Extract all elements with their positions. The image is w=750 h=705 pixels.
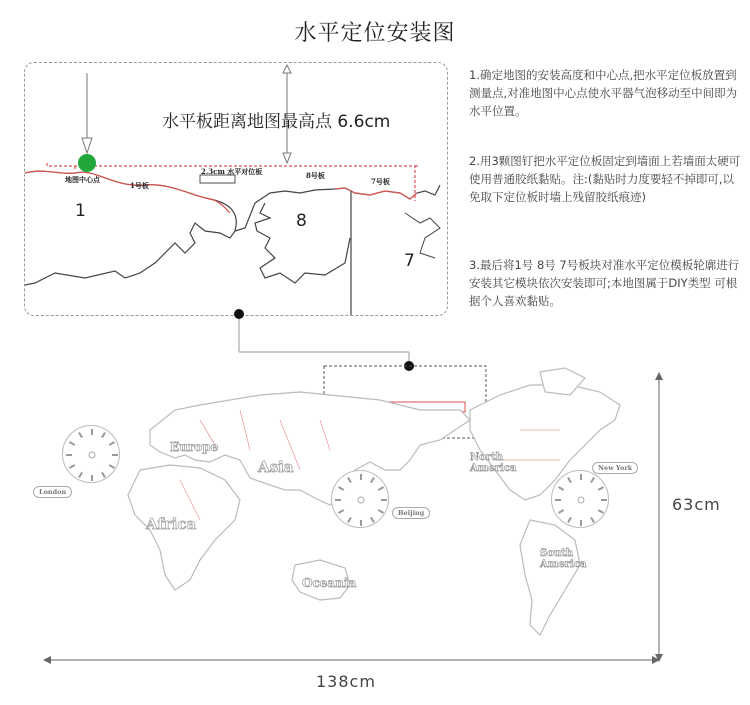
board-7-number: 7: [404, 251, 415, 271]
clock-face-icon: [552, 471, 610, 529]
page-title: 水平定位安装图: [294, 21, 456, 46]
board-8-number: 8: [296, 211, 307, 231]
city-label-london: London: [33, 486, 72, 498]
board-1-number: 1: [75, 201, 86, 221]
step-3: 3.最后将1号 8号 7号板块对准水平定位模板轮廓进行安装其它模块依次安装即可;本地图属于DIY类型 可根据个人喜欢黏贴。: [469, 258, 740, 308]
height-dimension-label: 63cm: [672, 495, 721, 514]
height-label: 水平板距离地图最高点 6.6cm: [162, 112, 391, 132]
step-1: 1.确定地图的安装高度和中心点,把水平定位板放置到测量点,对准地图中心点使水平器气泡移动至中间即为水平位置。: [469, 68, 738, 118]
label-oceania: Oceania: [302, 576, 357, 590]
city-label-new-york: New York: [592, 462, 638, 474]
label-asia: Asia: [258, 458, 294, 476]
label-europe: Europe: [170, 440, 219, 454]
clock-face-icon: [332, 471, 390, 529]
width-dimension-label: 138cm: [316, 672, 376, 691]
board-7-label: 7号板: [371, 177, 390, 186]
board-8-label: 8号板: [306, 171, 325, 180]
clock-beijing: [331, 470, 389, 528]
level-board-label: 2.3cm 水平对位板: [201, 167, 263, 176]
clock-london: [62, 425, 120, 483]
center-point-label: 地图中心点: [65, 175, 100, 184]
label-north-america: North America: [470, 452, 517, 474]
clock-new-york: [551, 470, 609, 528]
label-south-america: South America: [540, 548, 587, 570]
clock-face-icon: [63, 426, 121, 484]
city-label-beijing: Beijing: [392, 507, 430, 519]
label-africa: Africa: [146, 515, 197, 533]
landmass-south-america: [520, 520, 580, 635]
board-1-label: 1号板: [130, 181, 149, 190]
step-2: 2.用3颗图钉把水平定位板固定到墙面上若墙面太硬可使用普通胶纸黏贴。注:(黏贴时力度要轻不掉即可,以免取下定位板时墙上残留胶纸痕迹): [469, 154, 741, 204]
